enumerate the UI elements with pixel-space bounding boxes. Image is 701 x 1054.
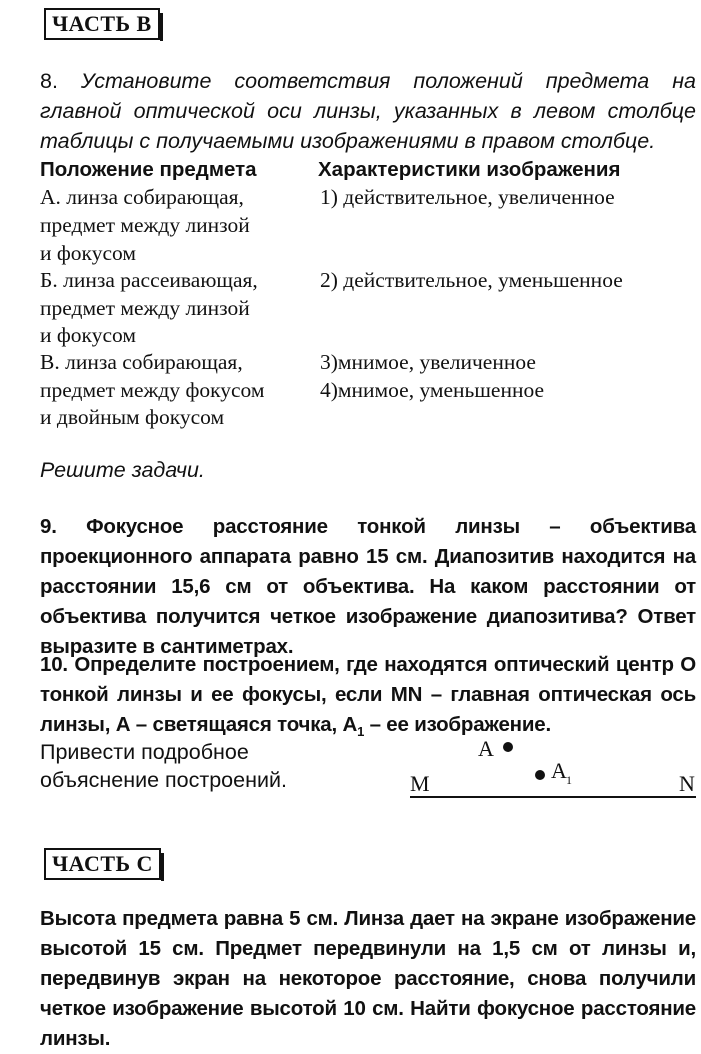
question-8-body: Установите соответствия положений предмета на главной оптической оси линзы, указанных в левом столбце таблицы с получаемыми изображениями в правом столбце.: [40, 69, 696, 153]
question-10-body-end: – ее изображение.: [364, 713, 551, 736]
optical-axis-diagram: [400, 730, 700, 805]
optical-axis-svg: [400, 730, 700, 805]
point-a1-label: А: [551, 758, 567, 783]
explanation-note: [40, 738, 287, 794]
question-8-number: 8.: [40, 69, 58, 93]
explanation-line-1: Привести подробное: [40, 740, 249, 764]
right-item-4: 4)мнимое, уменьшенное: [320, 378, 545, 402]
right-item-2: 2) действительное, уменьшенное: [320, 268, 623, 292]
question-10-body: 10. Определите построением, где находятся оптический центр О тонкой линзы и ее фокусы, если MN – главная оптическая ось линзы, А – светящаяся точка, А: [40, 653, 696, 736]
solve-label: Решите задачи.: [40, 458, 205, 482]
left-item-a-line1: А. линза собирающая,: [40, 185, 244, 209]
point-a1-dot: [535, 770, 545, 780]
part-c-heading: [44, 848, 161, 880]
left-item-b-line2: предмет между линзой: [40, 296, 250, 320]
point-a-dot: [503, 742, 513, 752]
left-item-a-line2: предмет между линзой: [40, 213, 250, 237]
point-a1-subscript: 1: [566, 773, 572, 787]
question-8-text: [40, 66, 696, 156]
point-a-label: А: [478, 736, 494, 761]
right-item-1: 1) действительное, увеличенное: [320, 185, 615, 209]
left-item-c-line3: и двойным фокусом: [40, 405, 225, 429]
left-item-c-line1: В. линза собирающая,: [40, 350, 243, 374]
part-b-label: ЧАСТЬ В: [52, 11, 152, 36]
left-item-b-line3: и фокусом: [40, 323, 136, 347]
left-column-header: Положение предмета: [40, 158, 257, 181]
axis-label-m: M: [410, 771, 430, 796]
left-item-a-line3: и фокусом: [40, 241, 136, 265]
right-column-header: Характеристики изображения: [318, 158, 621, 181]
part-c-problem-text: Высота предмета равна 5 см. Линза дает на экране изображение высотой 15 см. Предмет передвинули на 1,5 см от линзы и, передвинув экран на некоторое расстояние, снова получили четкое изображение высотой 10 см. Найти фокусное расстояние линзы.: [40, 907, 696, 1050]
question-9-text: 9. Фокусное расстояние тонкой линзы – объектива проекционного аппарата равно 15 см. Диапозитив находится на расстоянии 15,6 см от объектива. На каком расстоянии от объектива получится четкое изображение диапозитива? Ответ выразите в сантиметрах.: [40, 515, 696, 658]
part-b-heading: [44, 8, 160, 40]
left-item-b-line1: Б. линза рассеивающая,: [40, 268, 258, 292]
part-c-label: ЧАСТЬ С: [52, 851, 153, 876]
left-item-c-line2: предмет между фокусом: [40, 378, 265, 402]
explanation-line-2: объяснение построений.: [40, 768, 287, 792]
right-item-3: 3)мнимое, увеличенное: [320, 350, 536, 374]
question-10-subscript: 1: [357, 724, 365, 740]
axis-label-n: N: [679, 771, 695, 796]
